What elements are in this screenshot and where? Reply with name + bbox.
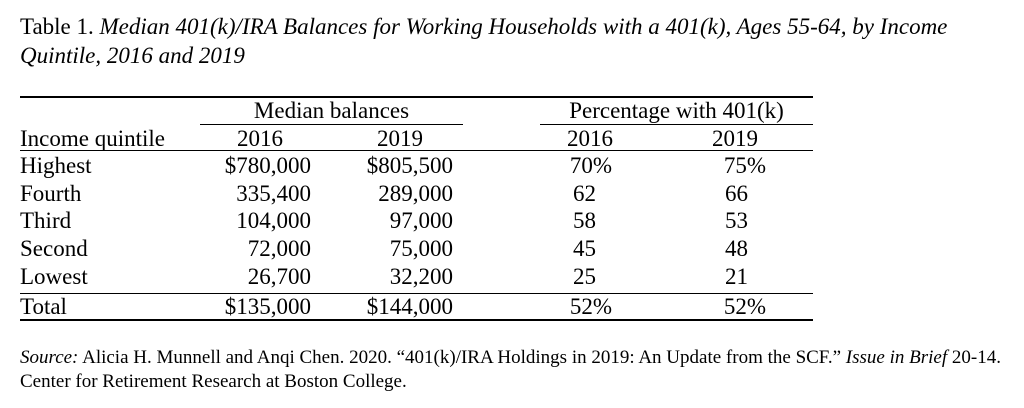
- col-header-pct-2016: 2016: [567, 126, 613, 151]
- row-label-second: Second: [20, 236, 88, 261]
- source-text-part1: Alicia H. Munnell and Anqi Chen. 2020. “401(k)/IRA Holdings in 2019: An Update from the SCF.”: [78, 347, 846, 368]
- cell-third-median-2016: 104,000: [236, 208, 311, 233]
- cell-highest-median-2019: $805,500: [366, 153, 453, 178]
- cell-third-pct-2016: 58: [573, 208, 596, 233]
- cell-highest-median-2016: $780,000: [224, 153, 311, 178]
- row-label-highest: Highest: [20, 153, 92, 178]
- cell-second-median-2019: 75,000: [389, 236, 453, 261]
- row-label-third: Third: [20, 208, 72, 233]
- row-label-total: Total: [20, 294, 67, 319]
- col-header-median-2019: 2019: [377, 126, 423, 151]
- cell-total-pct-2016: 52%: [569, 294, 612, 319]
- cell-total-median-2016: $135,000: [224, 294, 311, 319]
- source-series: Issue in Brief: [845, 347, 948, 368]
- group-header-percentage: Percentage with 401(k): [569, 98, 784, 123]
- cell-second-pct-2019: 48: [725, 236, 748, 261]
- cell-lowest-pct-2016: 25: [573, 264, 596, 289]
- stub-header: Income quintile: [20, 126, 165, 151]
- cell-highest-pct-2019: 75%: [723, 153, 766, 178]
- col-header-pct-2019: 2019: [712, 126, 758, 151]
- group-rule-median: [200, 124, 463, 125]
- cell-third-pct-2019: 53: [725, 208, 748, 233]
- cell-lowest-median-2019: 32,200: [389, 264, 453, 289]
- col-header-median-2016: 2016: [237, 126, 283, 151]
- cell-highest-pct-2016: 70%: [569, 153, 612, 178]
- cell-fourth-median-2019: 289,000: [378, 181, 453, 206]
- group-header-median-balances: Median balances: [253, 98, 410, 123]
- cell-lowest-pct-2019: 21: [725, 264, 748, 289]
- row-label-lowest: Lowest: [20, 264, 88, 289]
- source-note: [20, 346, 1010, 394]
- caption-title: Median 401(k)/IRA Balances for Working Households with a 401(k), Ages 55-64, by Income Quintile, 2016 and 2019: [20, 14, 948, 68]
- table-caption: [20, 12, 1010, 70]
- cell-second-pct-2016: 45: [573, 236, 596, 261]
- cell-second-median-2016: 72,000: [247, 236, 311, 261]
- caption-prefix: Table 1.: [20, 14, 100, 39]
- group-rule-percentage: [540, 124, 813, 125]
- row-label-fourth: Fourth: [20, 181, 82, 206]
- source-text-part2: 20-14. Center for Retirement Research at Boston College.: [20, 347, 1001, 392]
- cell-fourth-pct-2019: 66: [725, 181, 748, 206]
- cell-total-pct-2019: 52%: [723, 294, 766, 319]
- cell-fourth-median-2016: 335,400: [236, 181, 311, 206]
- cell-total-median-2019: $144,000: [366, 294, 453, 319]
- cell-third-median-2019: 97,000: [389, 208, 453, 233]
- source-label: Source:: [20, 347, 79, 368]
- cell-fourth-pct-2016: 62: [573, 181, 596, 206]
- cell-lowest-median-2016: 26,700: [247, 264, 311, 289]
